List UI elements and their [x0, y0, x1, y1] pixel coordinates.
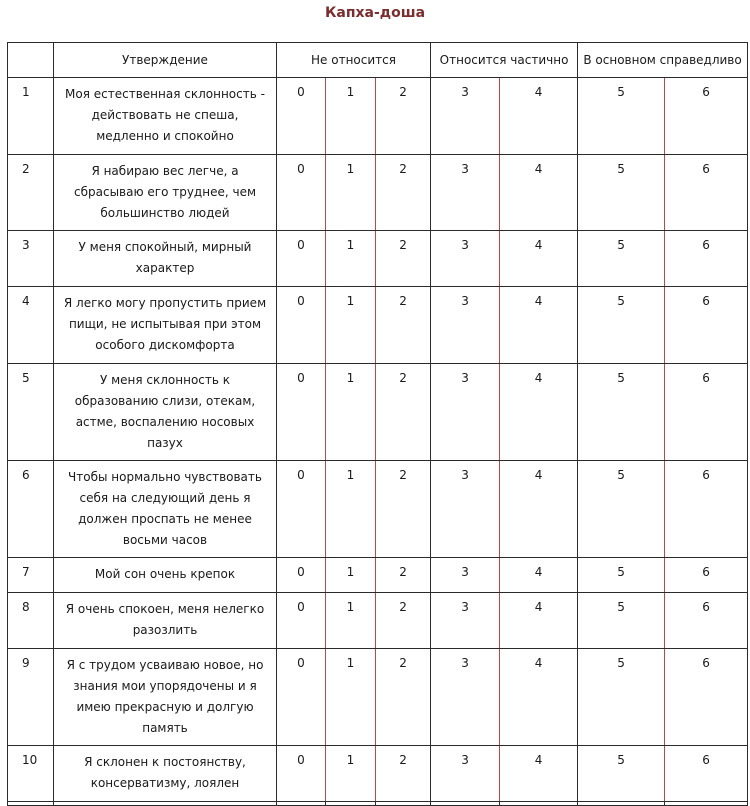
row-number: 4: [8, 287, 54, 364]
score-option-4[interactable]: 4: [500, 746, 578, 802]
row-number: 5: [8, 364, 54, 461]
score-option-5[interactable]: 5: [578, 364, 665, 461]
score-option-3[interactable]: 3: [431, 558, 500, 593]
score-option-2[interactable]: 2: [376, 287, 431, 364]
statement-text: У меня склонность к образованию слизи, отекам, астме, воспалению носовых пазух: [54, 364, 277, 461]
score-option-3[interactable]: 3: [431, 287, 500, 364]
score-option-6[interactable]: 6: [665, 287, 748, 364]
score-option-1[interactable]: 1: [326, 155, 376, 231]
table-row: [8, 593, 748, 649]
score-option-5[interactable]: 5: [578, 593, 665, 649]
row-number: 8: [8, 593, 54, 649]
row-number: 6: [8, 461, 54, 558]
header-statement: Утверждение: [54, 43, 277, 78]
score-option-6[interactable]: 6: [665, 461, 748, 558]
score-option-4[interactable]: 4: [500, 231, 578, 287]
score-option-4[interactable]: 4: [500, 78, 578, 155]
table-row: [8, 364, 748, 461]
score-option-5[interactable]: 5: [578, 231, 665, 287]
score-option-5[interactable]: 5: [578, 649, 665, 746]
score-option-3[interactable]: 3: [431, 461, 500, 558]
score-option-2[interactable]: 2: [376, 231, 431, 287]
statement-text: У меня спокойный, мирный характер: [54, 231, 277, 287]
table-row: [8, 558, 748, 593]
score-option-4[interactable]: 4: [500, 461, 578, 558]
row-number: 3: [8, 231, 54, 287]
score-option-0[interactable]: 0: [277, 78, 326, 155]
score-option-0[interactable]: 0: [277, 558, 326, 593]
score-option-2[interactable]: 2: [376, 649, 431, 746]
score-option-1[interactable]: 1: [326, 593, 376, 649]
statement-text: Я склонен к постоянству, консерватизму, лоялен: [54, 746, 277, 802]
row-number: 9: [8, 649, 54, 746]
score-option-1[interactable]: 1: [326, 558, 376, 593]
score-option-2[interactable]: 2: [376, 155, 431, 231]
score-option-0[interactable]: 0: [277, 461, 326, 558]
score-option-3[interactable]: 3: [431, 155, 500, 231]
score-option-1[interactable]: 1: [326, 746, 376, 802]
table-row: [8, 155, 748, 231]
header-row: [8, 43, 748, 78]
score-option-6[interactable]: 6: [665, 78, 748, 155]
statement-text: Чтобы нормально чувствовать себя на следующий день я должен проспать не менее восьми часов: [54, 461, 277, 558]
score-option-1[interactable]: 1: [326, 364, 376, 461]
score-option-1[interactable]: 1: [326, 461, 376, 558]
score-option-0[interactable]: 0: [277, 155, 326, 231]
score-option-6[interactable]: 6: [665, 593, 748, 649]
statement-text: Моя естественная склонность - действовать не спеша, медленно и спокойно: [54, 78, 277, 155]
row-number: 7: [8, 558, 54, 593]
statement-text: Я очень спокоен, меня нелегко разозлить: [54, 593, 277, 649]
score-option-1[interactable]: 1: [326, 78, 376, 155]
header-not-applicable: Не относится: [277, 43, 431, 78]
header-number: [8, 43, 54, 78]
table-row: [8, 287, 748, 364]
score-option-2[interactable]: 2: [376, 78, 431, 155]
score-option-0[interactable]: 0: [277, 746, 326, 802]
page-title: Капха-доша: [324, 5, 426, 21]
score-option-6[interactable]: 6: [665, 155, 748, 231]
table-row: [8, 231, 748, 287]
score-option-0[interactable]: 0: [277, 364, 326, 461]
statement-text: Я легко могу пропустить прием пищи, не испытывая при этом особого дискомфорта: [54, 287, 277, 364]
row-number: 1: [8, 78, 54, 155]
statement-text: Я набираю вес легче, а сбрасываю его труднее, чем большинство людей: [54, 155, 277, 231]
dosha-questionnaire-table: [7, 42, 748, 806]
score-option-5[interactable]: 5: [578, 287, 665, 364]
score-option-2[interactable]: 2: [376, 746, 431, 802]
score-option-6[interactable]: 6: [665, 231, 748, 287]
score-option-6[interactable]: 6: [665, 364, 748, 461]
score-option-3[interactable]: 3: [431, 78, 500, 155]
table-row: [8, 746, 748, 802]
statement-text: Я с трудом усваиваю новое, но знания мои упорядочены и я имею прекрасную и долгую память: [54, 649, 277, 746]
score-option-6[interactable]: 6: [665, 558, 748, 593]
score-option-1[interactable]: 1: [326, 231, 376, 287]
table-row: [8, 461, 748, 558]
score-option-5[interactable]: 5: [578, 558, 665, 593]
score-option-5[interactable]: 5: [578, 78, 665, 155]
score-option-0[interactable]: 0: [277, 593, 326, 649]
score-option-1[interactable]: 1: [326, 649, 376, 746]
header-mostly-true: В основном справедливо: [578, 43, 748, 78]
score-option-1[interactable]: 1: [326, 287, 376, 364]
score-option-4[interactable]: 4: [500, 649, 578, 746]
score-option-6[interactable]: 6: [665, 649, 748, 746]
score-option-0[interactable]: 0: [277, 287, 326, 364]
score-option-5[interactable]: 5: [578, 461, 665, 558]
score-option-4[interactable]: 4: [500, 558, 578, 593]
score-option-2[interactable]: 2: [376, 558, 431, 593]
header-partially-applicable: Относится частично: [431, 43, 578, 78]
score-option-4[interactable]: 4: [500, 155, 578, 231]
score-option-6[interactable]: 6: [665, 746, 748, 802]
score-option-2[interactable]: 2: [376, 461, 431, 558]
score-option-5[interactable]: 5: [578, 746, 665, 802]
score-option-0[interactable]: 0: [277, 649, 326, 746]
table-row: [8, 78, 748, 155]
score-option-4[interactable]: 4: [500, 287, 578, 364]
row-number: 10: [8, 746, 54, 802]
score-option-3[interactable]: 3: [431, 593, 500, 649]
score-option-2[interactable]: 2: [376, 364, 431, 461]
score-option-3[interactable]: 3: [431, 649, 500, 746]
score-option-3[interactable]: 3: [431, 364, 500, 461]
score-option-4[interactable]: 4: [500, 364, 578, 461]
score-option-2[interactable]: 2: [376, 593, 431, 649]
row-number: 2: [8, 155, 54, 231]
score-option-3[interactable]: 3: [431, 231, 500, 287]
score-option-5[interactable]: 5: [578, 155, 665, 231]
score-option-0[interactable]: 0: [277, 231, 326, 287]
table-row: [8, 649, 748, 746]
statement-text: Мой сон очень крепок: [54, 558, 277, 593]
score-option-3[interactable]: 3: [431, 746, 500, 802]
score-option-4[interactable]: 4: [500, 593, 578, 649]
